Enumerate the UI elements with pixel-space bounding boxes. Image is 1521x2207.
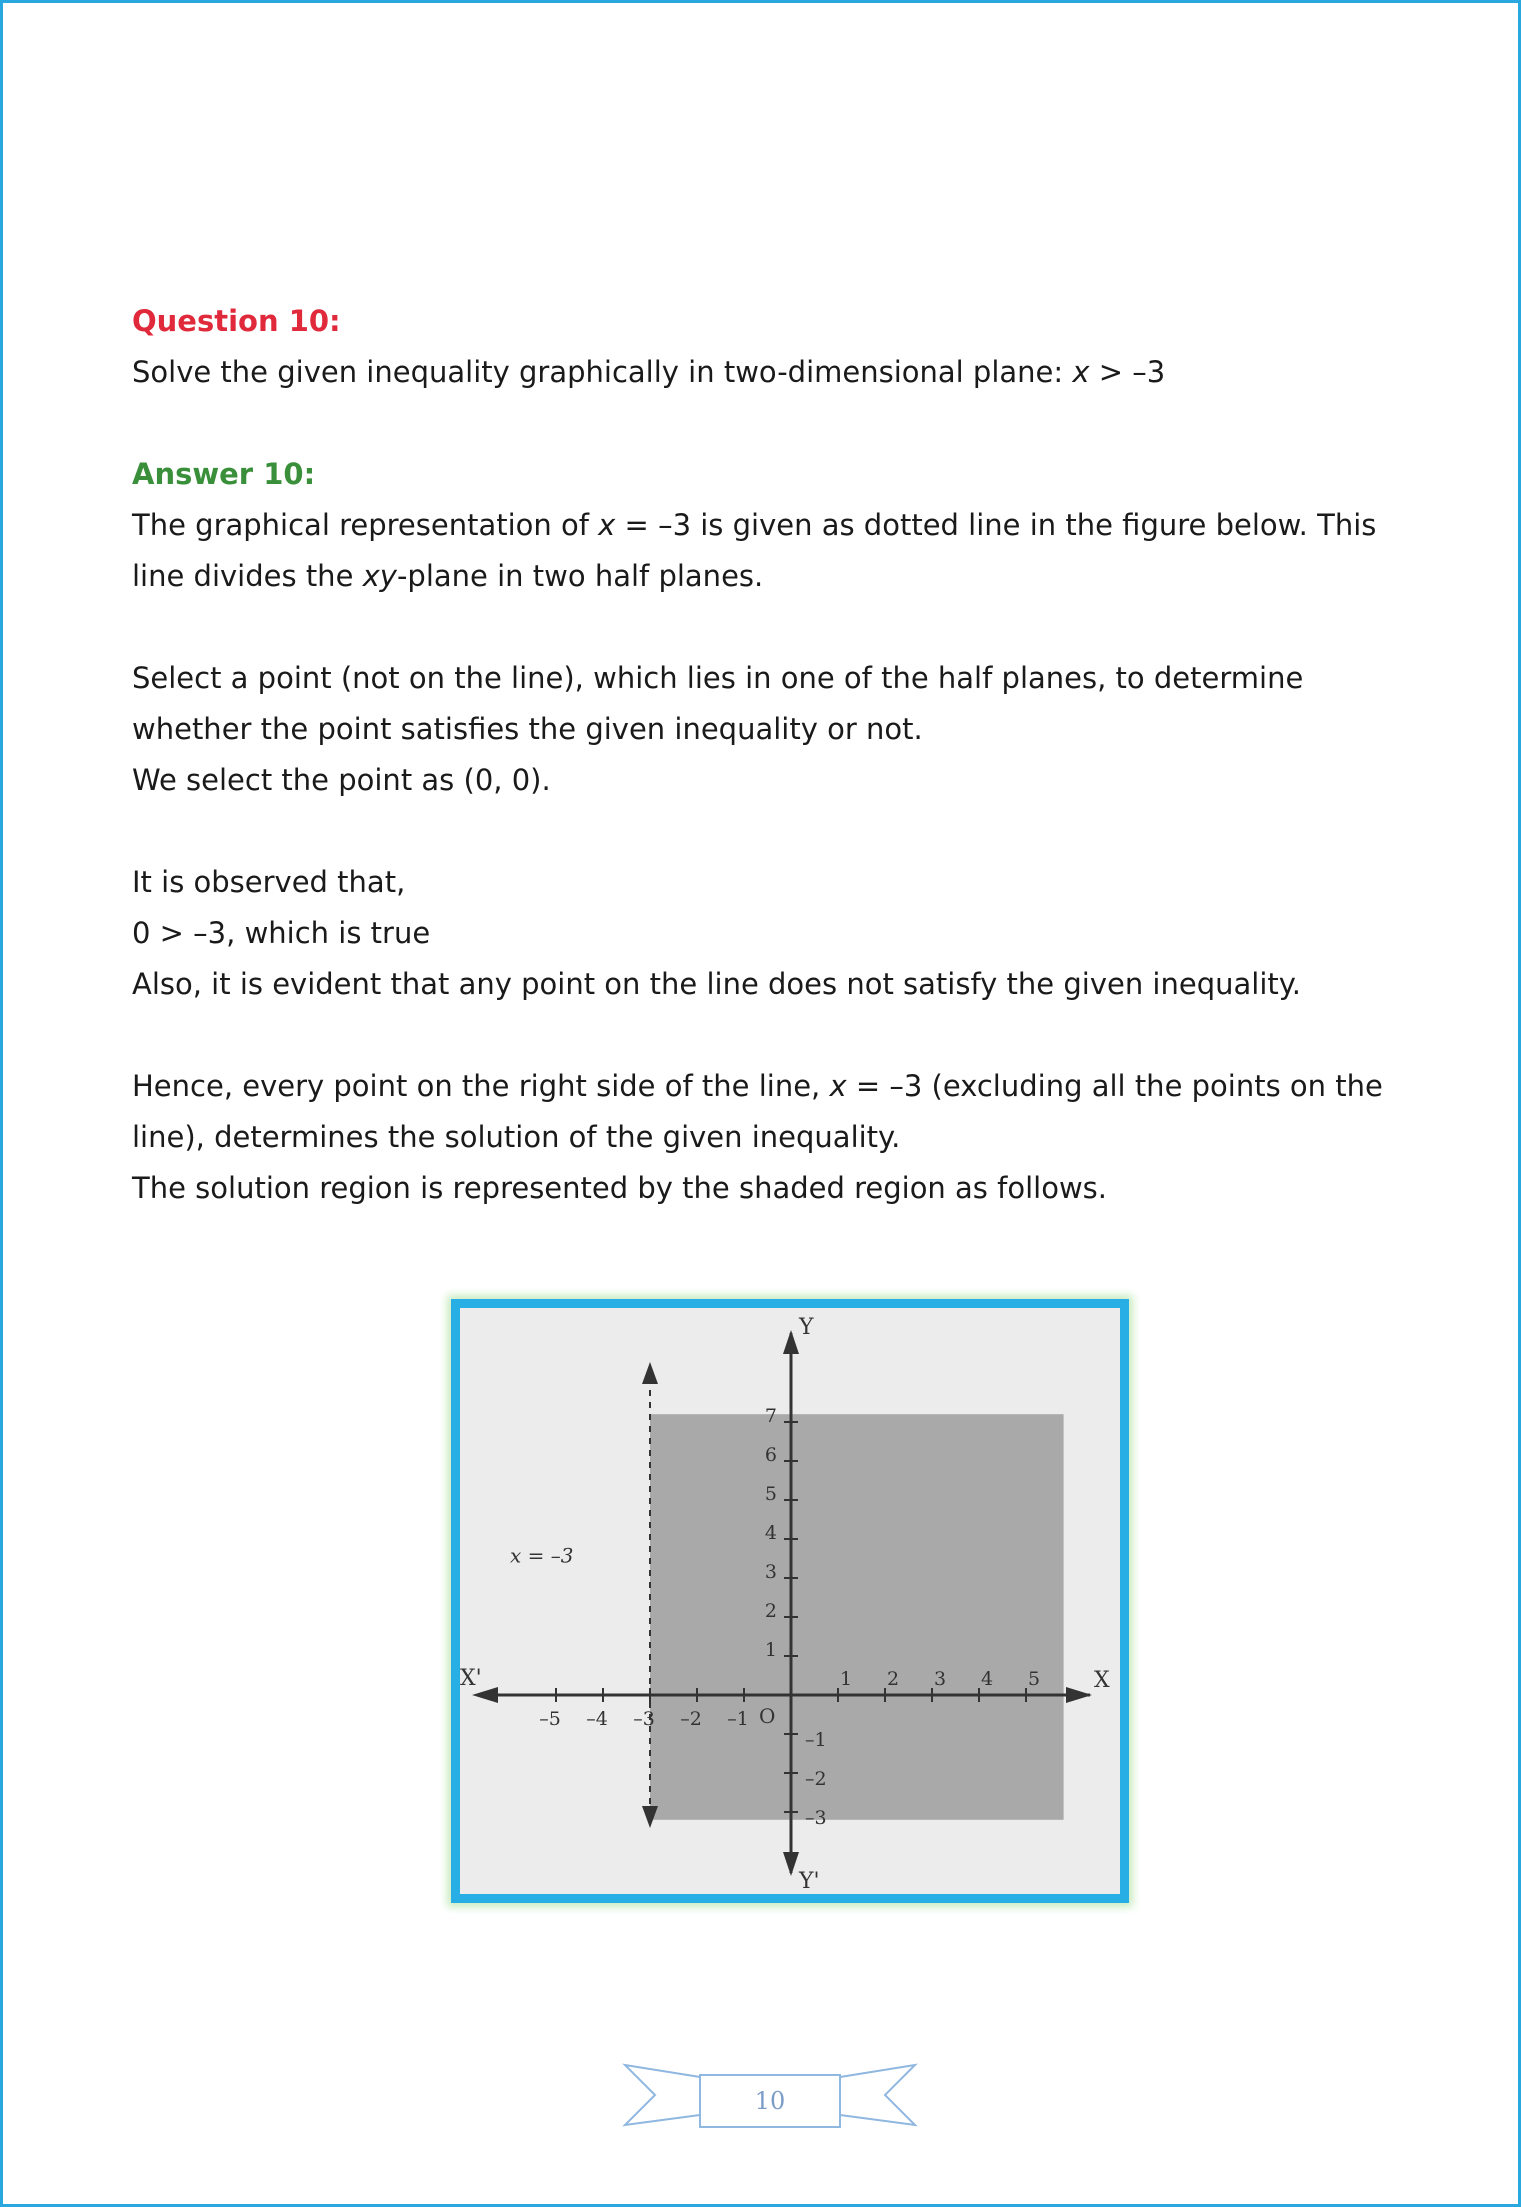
- question-var: x: [1072, 355, 1090, 389]
- shaded-region: [650, 1414, 1064, 1820]
- answer-heading: Answer 10:: [132, 457, 316, 491]
- y-tick-label: 5: [764, 1483, 777, 1505]
- page-number: 10: [754, 2087, 786, 2115]
- answer-p4-a: Hence, every point on the right side of the line,: [132, 1069, 830, 1103]
- page-number-ribbon: [620, 2055, 920, 2135]
- answer-p4-line2: line), determines the solution of the given inequality.: [132, 1120, 901, 1154]
- y-tick-label: –3: [805, 1807, 827, 1829]
- answer-p1l2-var: xy: [362, 559, 397, 593]
- answer-p2-line1: Select a point (not on the line), which lies in one of the half planes, to determine: [132, 661, 1304, 695]
- question-heading: Question 10:: [132, 304, 341, 338]
- answer-p1-line2: [132, 551, 1402, 602]
- x-axis-label: X: [1094, 1668, 1110, 1693]
- answer-p1-a: The graphical representation of: [132, 508, 599, 542]
- document-body: [132, 296, 1402, 1214]
- answer-p4-line3: The solution region is represented by the shaded region as follows.: [132, 1171, 1107, 1205]
- origin-label: O: [759, 1704, 776, 1728]
- x-tick-label: –4: [586, 1708, 608, 1730]
- y-axis-neg-label: Y': [799, 1869, 820, 1894]
- y-arrow-down-icon: [783, 1852, 799, 1876]
- x-tick-label: 1: [839, 1668, 853, 1690]
- answer-p3-line3: Also, it is evident that any point on the line does not satisfy the given inequality.: [132, 967, 1301, 1001]
- graph-figure: [451, 1299, 1129, 1903]
- answer-p3-line1: It is observed that,: [132, 865, 406, 899]
- y-tick-label: 3: [764, 1561, 777, 1583]
- boundary-line-label: x = –3: [510, 1543, 574, 1568]
- answer-p4-line1: [132, 1061, 1402, 1112]
- x-tick-label: 4: [980, 1668, 994, 1690]
- answer-p4-b: = –3 (excluding all the points on the: [846, 1069, 1383, 1103]
- y-tick-label: 7: [764, 1405, 777, 1427]
- y-tick-label: 2: [764, 1600, 777, 1622]
- y-tick-label: –2: [805, 1768, 827, 1790]
- x-tick-label: 5: [1027, 1668, 1041, 1690]
- answer-p2-line3: We select the point as (0, 0).: [132, 763, 551, 797]
- y-tick-label: 1: [764, 1639, 777, 1661]
- question-text-before: Solve the given inequality graphically in two-dimensional plane:: [132, 355, 1073, 389]
- answer-p2-line2: whether the point satisfies the given inequality or not.: [132, 712, 923, 746]
- answer-p1-var: x: [598, 508, 616, 542]
- x-tick-label: –1: [727, 1708, 749, 1730]
- answer-p3-line2: 0 > –3, which is true: [132, 916, 431, 950]
- y-axis-label: Y: [799, 1315, 814, 1340]
- x-axis-neg-label: X': [460, 1666, 482, 1691]
- answer-p1l2-a: line divides the: [132, 559, 363, 593]
- x-tick-label: 3: [933, 1668, 947, 1690]
- x-tick-label: 2: [886, 1668, 900, 1690]
- answer-p1-line1: [132, 500, 1402, 551]
- answer-p4-var: x: [829, 1069, 847, 1103]
- x-tick-label: –2: [680, 1708, 702, 1730]
- answer-p1l2-b: -plane in two half planes.: [396, 559, 764, 593]
- answer-p1-b: = –3 is given as dotted line in the figure below. This: [615, 508, 1377, 542]
- x-tick-label: –3: [633, 1708, 655, 1730]
- question-text-after: > –3: [1089, 355, 1166, 389]
- y-arrow-up-icon: [783, 1330, 799, 1354]
- ribbon-icon: [620, 2055, 920, 2135]
- y-tick-label: 6: [764, 1444, 777, 1466]
- x-tick-label: –5: [539, 1708, 561, 1730]
- y-tick-label: –1: [805, 1729, 827, 1751]
- y-tick-label: 4: [764, 1522, 777, 1544]
- graph-svg: [460, 1308, 1120, 1894]
- question-text: [132, 347, 1402, 398]
- x-arrow-right-icon: [1066, 1687, 1092, 1703]
